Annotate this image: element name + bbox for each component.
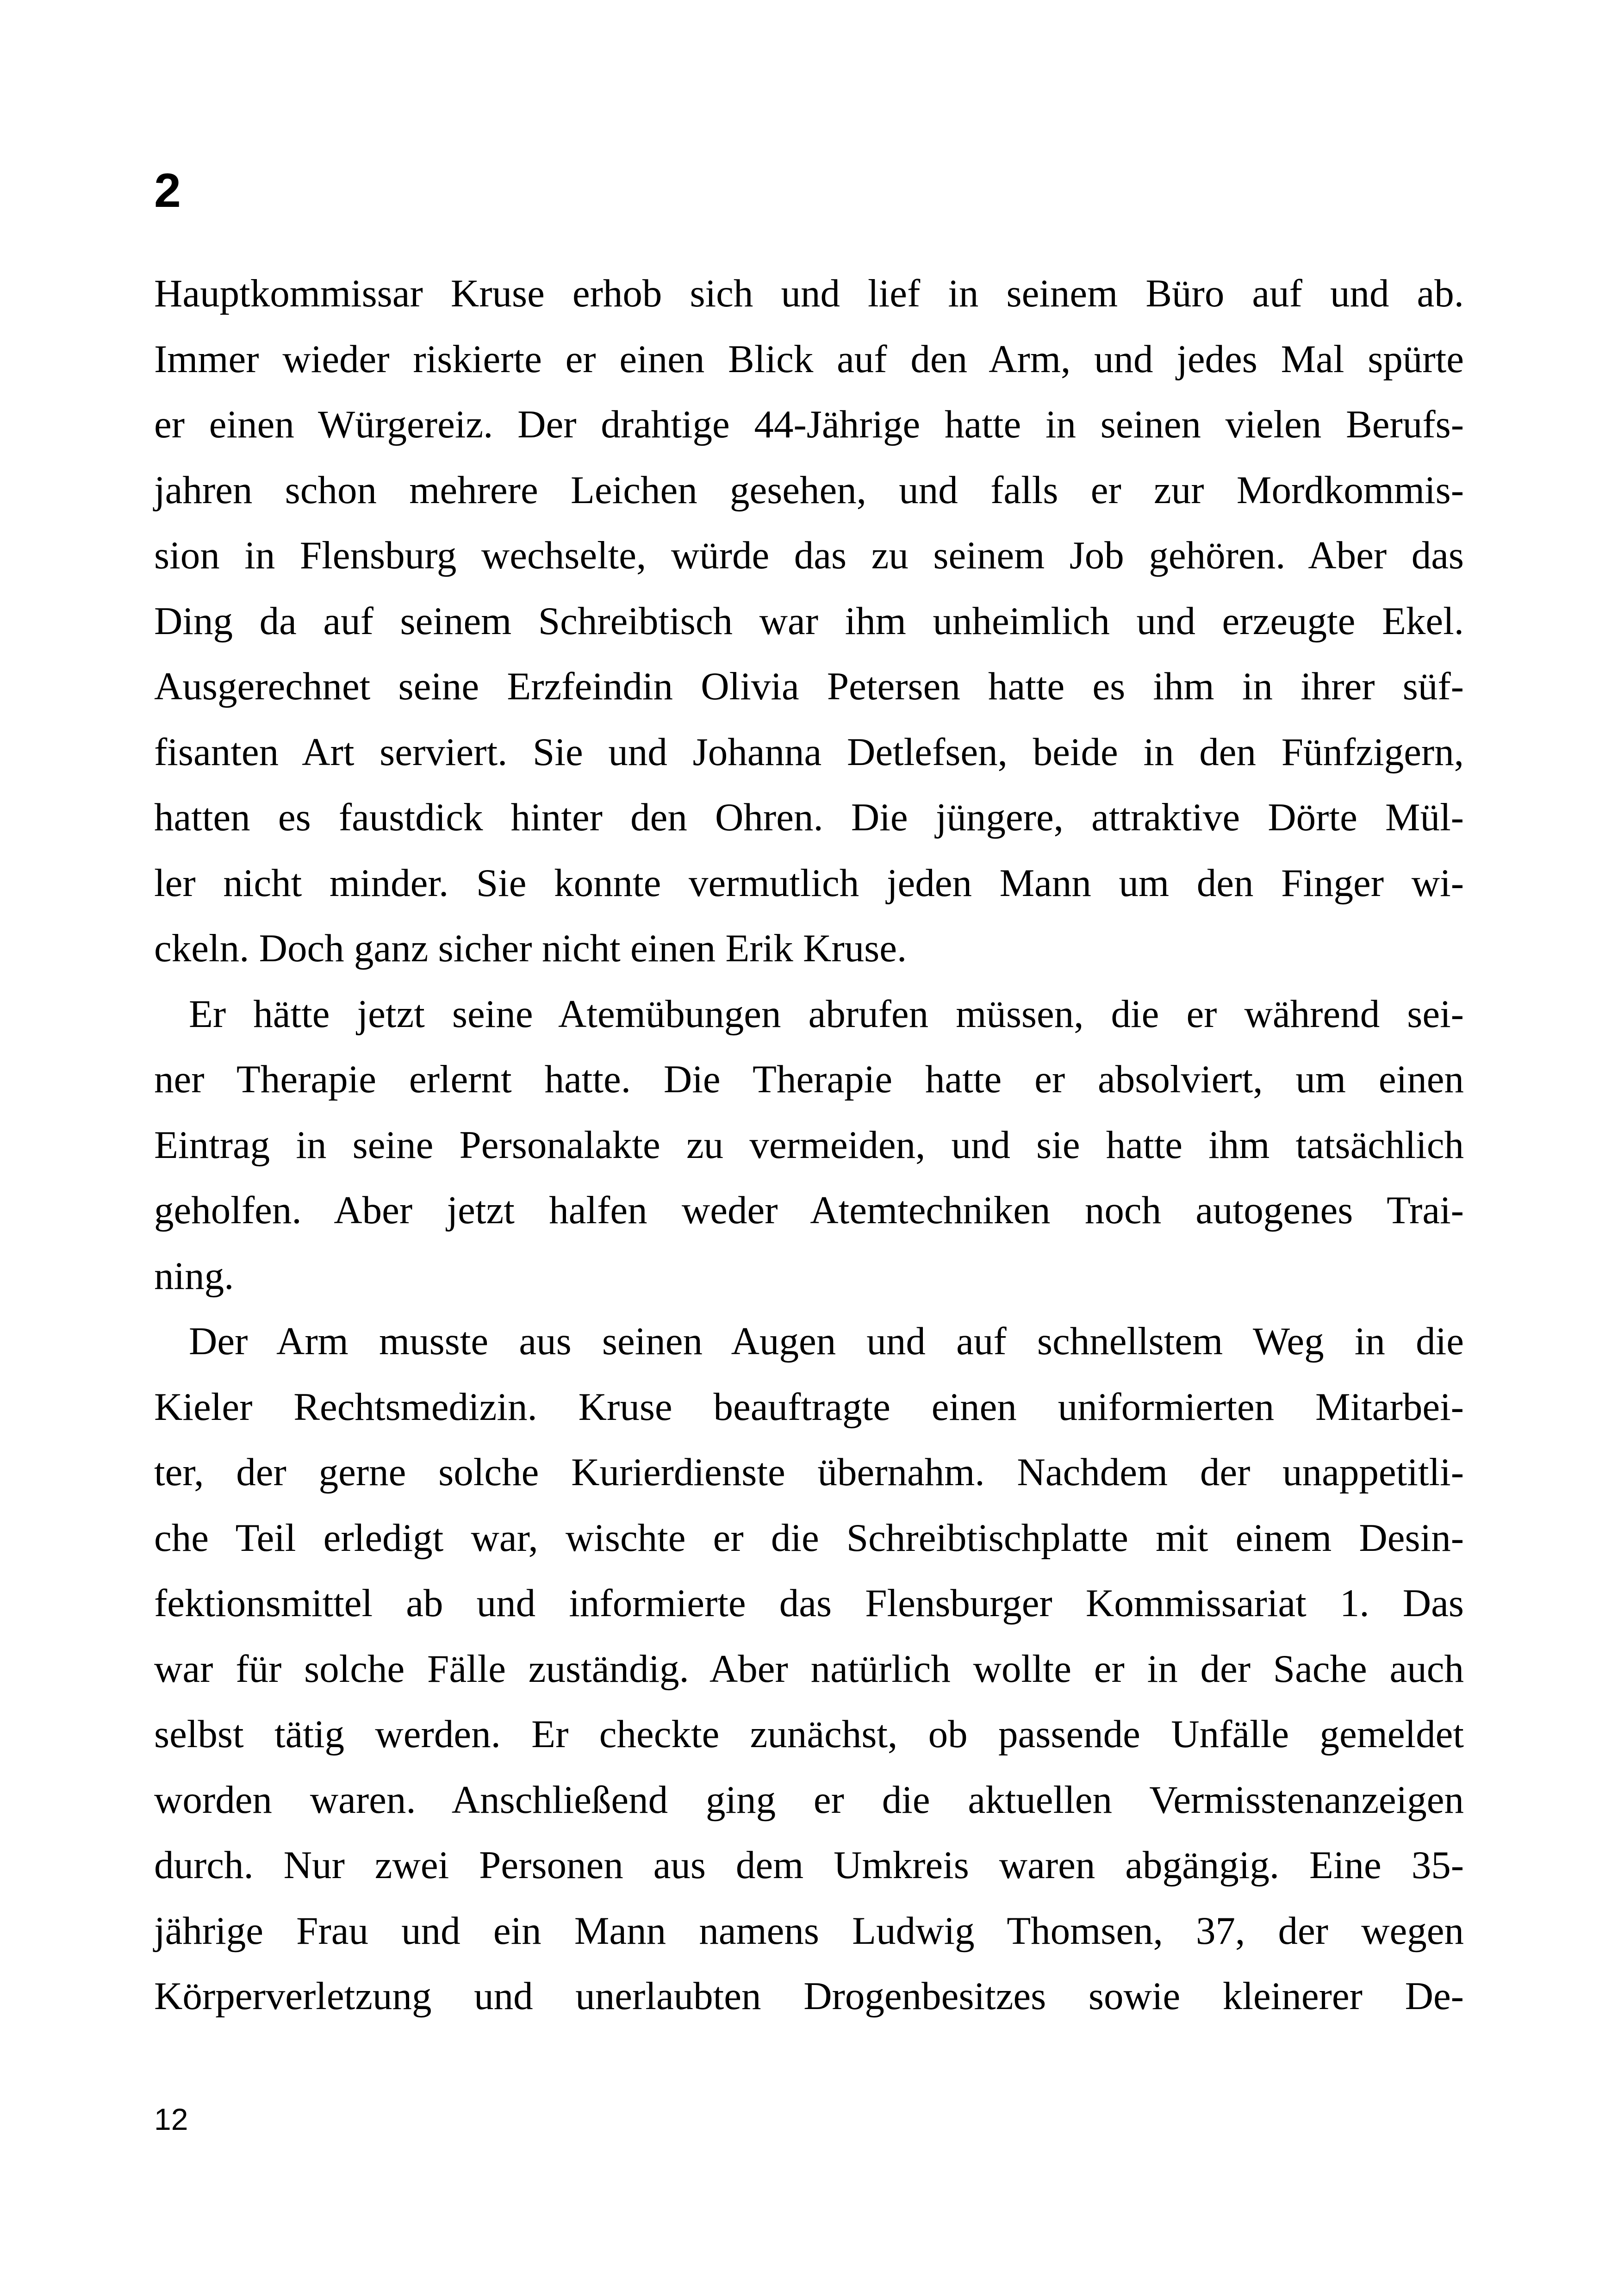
text-line: fektionsmittel ab und informierte das Flensburger Kommissariat 1. Das <box>154 1581 1464 1625</box>
text-line: Ausgerechnet seine Erzfeindin Olivia Petersen hatte es ihm in ihrer süf- <box>154 665 1464 708</box>
text-line: worden waren. Anschließend ging er die aktuellen Vermisstenanzeigen <box>154 1778 1464 1822</box>
text-line: Immer wieder riskierte er einen Blick auf den Arm, und jedes Mal spürte <box>154 337 1464 381</box>
paragraph <box>154 1309 1464 2029</box>
text-line: Eintrag in seine Personalakte zu vermeiden, und sie hatte ihm tatsächlich <box>154 1123 1464 1167</box>
text-line: ning. <box>154 1254 234 1298</box>
text-line: ner Therapie erlernt hatte. Die Therapie hatte er absolviert, um einen <box>154 1058 1464 1101</box>
text-line: che Teil erledigt war, wischte er die Schreibtischplatte mit einem Desin- <box>154 1516 1464 1560</box>
text-line: ler nicht minder. Sie konnte vermutlich jeden Mann um den Finger wi- <box>154 861 1464 905</box>
page-number: 12 <box>154 2102 188 2136</box>
text-line: hatten es faustdick hinter den Ohren. Die jüngere, attraktive Dörte Mül- <box>154 796 1464 839</box>
text-line: Hauptkommissar Kruse erhob sich und lief in seinem Büro auf und ab. <box>154 272 1464 315</box>
text-line: Er hätte jetzt seine Atemübungen abrufen müssen, die er während sei- <box>189 992 1464 1036</box>
chapter-number: 2 <box>154 164 181 218</box>
text-line: Der Arm musste aus seinen Augen und auf schnellstem Weg in die <box>189 1319 1464 1363</box>
text-line: jährige Frau und ein Mann namens Ludwig Thomsen, 37, der wegen <box>154 1909 1464 1953</box>
text-line: sion in Flensburg wechselte, würde das zu seinem Job gehören. Aber das <box>154 534 1464 577</box>
body-text <box>154 261 1464 2029</box>
paragraph <box>154 982 1464 1309</box>
text-line: er einen Würgereiz. Der drahtige 44-Jährige hatte in seinen vielen Berufs- <box>154 403 1464 446</box>
text-line: durch. Nur zwei Personen aus dem Umkreis waren abgängig. Eine 35- <box>154 1843 1464 1887</box>
text-line: fisanten Art serviert. Sie und Johanna Detlefsen, beide in den Fünfzigern, <box>154 730 1464 774</box>
text-line: ter, der gerne solche Kurierdienste übernahm. Nachdem der unappetitli- <box>154 1450 1464 1494</box>
text-line: ckeln. Doch ganz sicher nicht einen Erik Kruse. <box>154 927 907 970</box>
text-line: selbst tätig werden. Er checkte zunächst, ob passende Unfälle gemeldet <box>154 1712 1464 1756</box>
text-line: war für solche Fälle zuständig. Aber natürlich wollte er in der Sache auch <box>154 1647 1464 1691</box>
text-line: geholfen. Aber jetzt halfen weder Atemtechniken noch autogenes Trai- <box>154 1188 1464 1232</box>
text-line: jahren schon mehrere Leichen gesehen, und falls er zur Mordkommis- <box>154 468 1464 512</box>
text-line: Körperverletzung und unerlaubten Drogenbesitzes sowie kleinerer De- <box>154 1974 1464 2018</box>
text-line: Kieler Rechtsmedizin. Kruse beauftragte einen uniformierten Mitarbei- <box>154 1385 1464 1429</box>
text-line: Ding da auf seinem Schreibtisch war ihm unheimlich und erzeugte Ekel. <box>154 599 1464 643</box>
paragraph <box>154 261 1464 982</box>
